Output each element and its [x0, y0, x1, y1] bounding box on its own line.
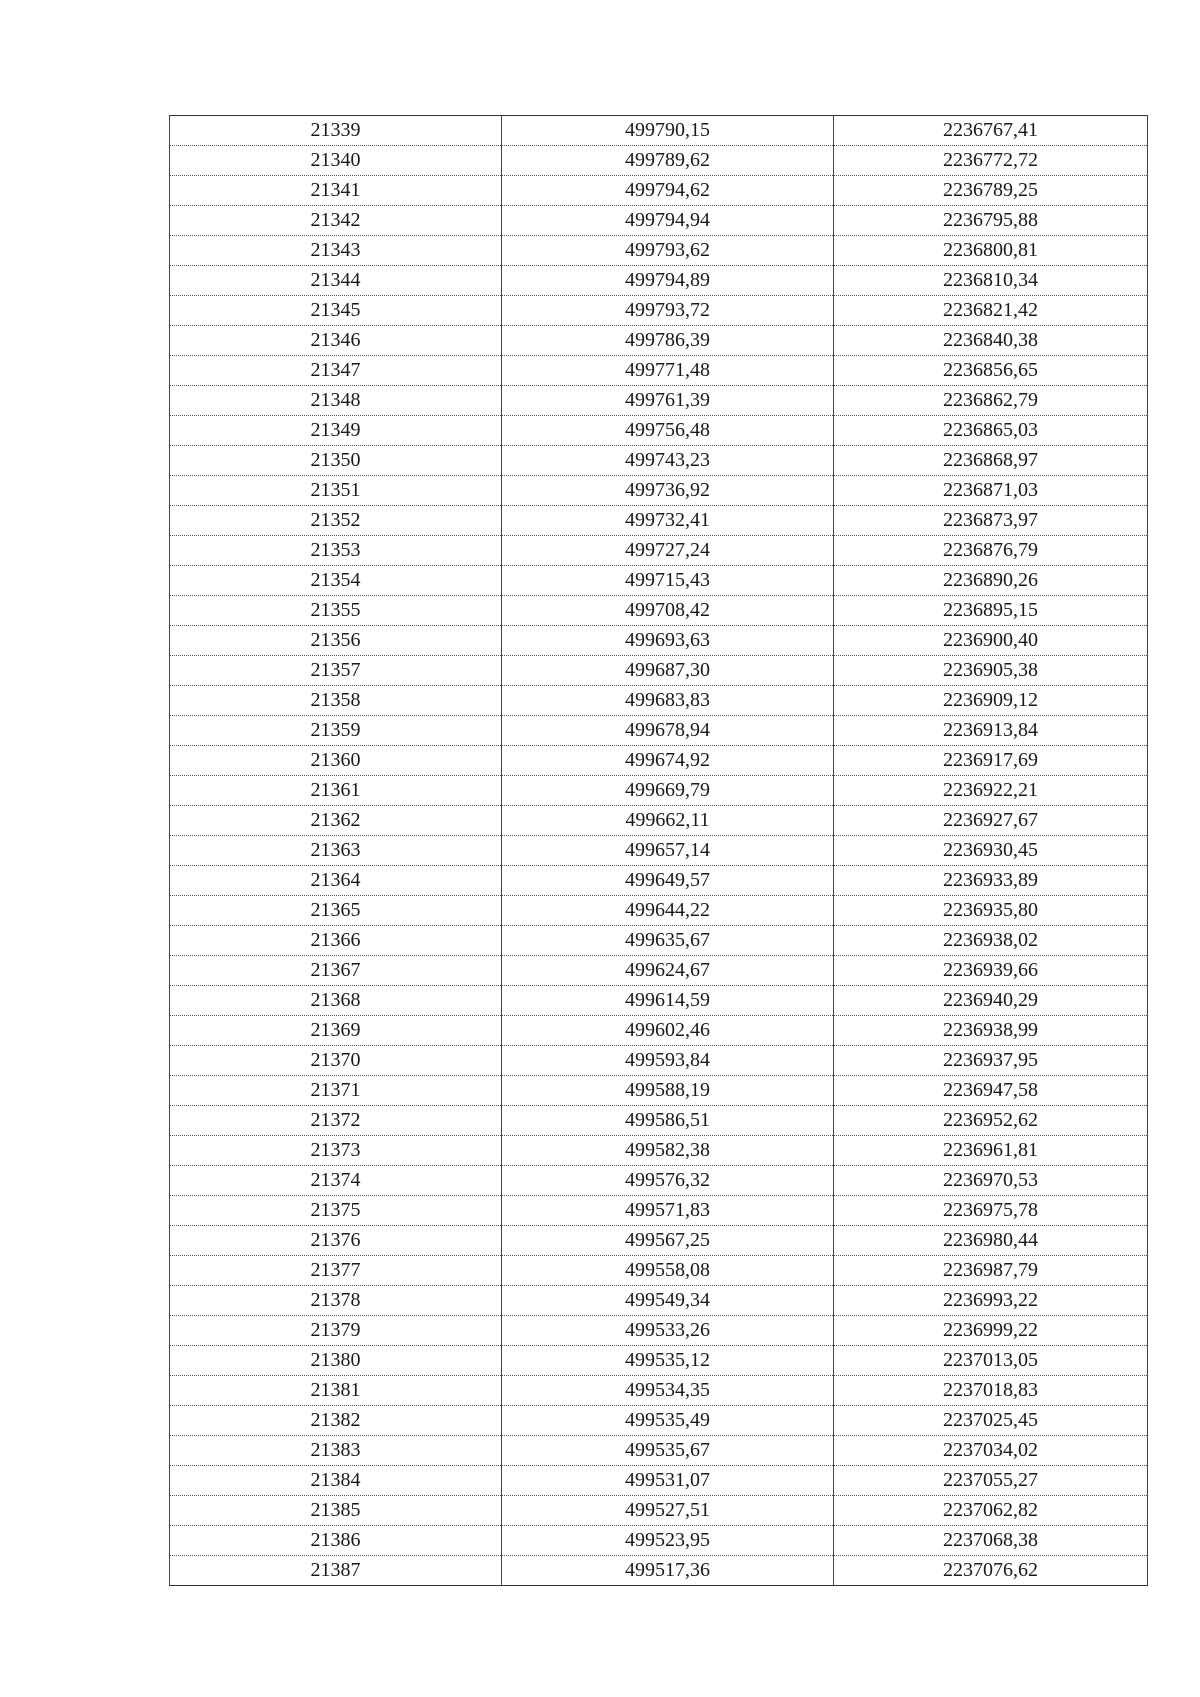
point-number-cell: 21362	[170, 806, 502, 836]
table-row	[170, 866, 1148, 896]
y-coordinate-cell: 2236922,21	[834, 776, 1148, 806]
x-coordinate-cell: 499662,11	[502, 806, 834, 836]
point-number-cell: 21369	[170, 1016, 502, 1046]
x-coordinate-cell: 499790,15	[502, 116, 834, 146]
table-row	[170, 986, 1148, 1016]
table-row	[170, 1496, 1148, 1526]
y-coordinate-cell: 2237018,83	[834, 1376, 1148, 1406]
table-row	[170, 896, 1148, 926]
point-number-cell: 21365	[170, 896, 502, 926]
x-coordinate-cell: 499567,25	[502, 1226, 834, 1256]
point-number-cell: 21361	[170, 776, 502, 806]
y-coordinate-cell: 2236937,95	[834, 1046, 1148, 1076]
table-row	[170, 686, 1148, 716]
x-coordinate-cell: 499732,41	[502, 506, 834, 536]
x-coordinate-cell: 499549,34	[502, 1286, 834, 1316]
x-coordinate-cell: 499794,94	[502, 206, 834, 236]
y-coordinate-cell: 2236865,03	[834, 416, 1148, 446]
y-coordinate-cell: 2236999,22	[834, 1316, 1148, 1346]
y-coordinate-cell: 2237076,62	[834, 1556, 1148, 1586]
table-row	[170, 626, 1148, 656]
table-row	[170, 1316, 1148, 1346]
table-row	[170, 1226, 1148, 1256]
point-number-cell: 21382	[170, 1406, 502, 1436]
table-row	[170, 746, 1148, 776]
point-number-cell: 21384	[170, 1466, 502, 1496]
x-coordinate-cell: 499693,63	[502, 626, 834, 656]
y-coordinate-cell: 2236905,38	[834, 656, 1148, 686]
x-coordinate-cell: 499614,59	[502, 986, 834, 1016]
table-row	[170, 836, 1148, 866]
y-coordinate-cell: 2236913,84	[834, 716, 1148, 746]
y-coordinate-cell: 2236856,65	[834, 356, 1148, 386]
y-coordinate-cell: 2236873,97	[834, 506, 1148, 536]
x-coordinate-cell: 499531,07	[502, 1466, 834, 1496]
x-coordinate-cell: 499571,83	[502, 1196, 834, 1226]
table-row	[170, 1136, 1148, 1166]
y-coordinate-cell: 2236772,72	[834, 146, 1148, 176]
x-coordinate-cell: 499586,51	[502, 1106, 834, 1136]
point-number-cell: 21383	[170, 1436, 502, 1466]
x-coordinate-cell: 499736,92	[502, 476, 834, 506]
point-number-cell: 21372	[170, 1106, 502, 1136]
x-coordinate-cell: 499727,24	[502, 536, 834, 566]
point-number-cell: 21350	[170, 446, 502, 476]
x-coordinate-cell: 499794,62	[502, 176, 834, 206]
table-row	[170, 206, 1148, 236]
table-row	[170, 656, 1148, 686]
point-number-cell: 21357	[170, 656, 502, 686]
point-number-cell: 21358	[170, 686, 502, 716]
table-row	[170, 1376, 1148, 1406]
y-coordinate-cell: 2236890,26	[834, 566, 1148, 596]
table-row	[170, 386, 1148, 416]
x-coordinate-cell: 499533,26	[502, 1316, 834, 1346]
x-coordinate-cell: 499657,14	[502, 836, 834, 866]
y-coordinate-cell: 2237062,82	[834, 1496, 1148, 1526]
x-coordinate-cell: 499602,46	[502, 1016, 834, 1046]
point-number-cell: 21366	[170, 926, 502, 956]
point-number-cell: 21375	[170, 1196, 502, 1226]
x-coordinate-cell: 499708,42	[502, 596, 834, 626]
point-number-cell: 21360	[170, 746, 502, 776]
y-coordinate-cell: 2236930,45	[834, 836, 1148, 866]
point-number-cell: 21348	[170, 386, 502, 416]
point-number-cell: 21345	[170, 296, 502, 326]
point-number-cell: 21374	[170, 1166, 502, 1196]
y-coordinate-cell: 2236909,12	[834, 686, 1148, 716]
y-coordinate-cell: 2236947,58	[834, 1076, 1148, 1106]
x-coordinate-cell: 499558,08	[502, 1256, 834, 1286]
point-number-cell: 21356	[170, 626, 502, 656]
point-number-cell: 21379	[170, 1316, 502, 1346]
y-coordinate-cell: 2236917,69	[834, 746, 1148, 776]
x-coordinate-cell: 499793,62	[502, 236, 834, 266]
y-coordinate-cell: 2236810,34	[834, 266, 1148, 296]
x-coordinate-cell: 499683,83	[502, 686, 834, 716]
point-number-cell: 21363	[170, 836, 502, 866]
x-coordinate-cell: 499535,12	[502, 1346, 834, 1376]
x-coordinate-cell: 499743,23	[502, 446, 834, 476]
x-coordinate-cell: 499644,22	[502, 896, 834, 926]
table-row	[170, 296, 1148, 326]
y-coordinate-cell: 2236868,97	[834, 446, 1148, 476]
point-number-cell: 21385	[170, 1496, 502, 1526]
table-row	[170, 1076, 1148, 1106]
y-coordinate-cell: 2236789,25	[834, 176, 1148, 206]
x-coordinate-cell: 499517,36	[502, 1556, 834, 1586]
table-row	[170, 1256, 1148, 1286]
point-number-cell: 21354	[170, 566, 502, 596]
point-number-cell: 21386	[170, 1526, 502, 1556]
y-coordinate-cell: 2236900,40	[834, 626, 1148, 656]
table-row	[170, 776, 1148, 806]
point-number-cell: 21353	[170, 536, 502, 566]
point-number-cell: 21364	[170, 866, 502, 896]
x-coordinate-cell: 499624,67	[502, 956, 834, 986]
table-row	[170, 566, 1148, 596]
x-coordinate-cell: 499635,67	[502, 926, 834, 956]
point-number-cell: 21347	[170, 356, 502, 386]
point-number-cell: 21340	[170, 146, 502, 176]
x-coordinate-cell: 499793,72	[502, 296, 834, 326]
x-coordinate-cell: 499756,48	[502, 416, 834, 446]
y-coordinate-cell: 2236935,80	[834, 896, 1148, 926]
y-coordinate-cell: 2236795,88	[834, 206, 1148, 236]
y-coordinate-cell: 2236987,79	[834, 1256, 1148, 1286]
table-row	[170, 1466, 1148, 1496]
y-coordinate-cell: 2236840,38	[834, 326, 1148, 356]
x-coordinate-cell: 499715,43	[502, 566, 834, 596]
point-number-cell: 21339	[170, 116, 502, 146]
table-row	[170, 716, 1148, 746]
y-coordinate-cell: 2237068,38	[834, 1526, 1148, 1556]
y-coordinate-cell: 2236993,22	[834, 1286, 1148, 1316]
y-coordinate-cell: 2236980,44	[834, 1226, 1148, 1256]
point-number-cell: 21342	[170, 206, 502, 236]
x-coordinate-cell: 499687,30	[502, 656, 834, 686]
point-number-cell: 21351	[170, 476, 502, 506]
x-coordinate-cell: 499771,48	[502, 356, 834, 386]
table-row	[170, 536, 1148, 566]
y-coordinate-cell: 2236927,67	[834, 806, 1148, 836]
table-row	[170, 926, 1148, 956]
x-coordinate-cell: 499535,49	[502, 1406, 834, 1436]
table-row	[170, 1286, 1148, 1316]
table-row	[170, 806, 1148, 836]
table-row	[170, 326, 1148, 356]
table-row	[170, 596, 1148, 626]
point-number-cell: 21367	[170, 956, 502, 986]
x-coordinate-cell: 499576,32	[502, 1166, 834, 1196]
point-number-cell: 21381	[170, 1376, 502, 1406]
x-coordinate-cell: 499535,67	[502, 1436, 834, 1466]
x-coordinate-cell: 499588,19	[502, 1076, 834, 1106]
point-number-cell: 21387	[170, 1556, 502, 1586]
point-number-cell: 21380	[170, 1346, 502, 1376]
table-row	[170, 266, 1148, 296]
table-row	[170, 236, 1148, 266]
y-coordinate-cell: 2236940,29	[834, 986, 1148, 1016]
x-coordinate-cell: 499649,57	[502, 866, 834, 896]
table-row	[170, 1106, 1148, 1136]
y-coordinate-cell: 2236800,81	[834, 236, 1148, 266]
point-number-cell: 21346	[170, 326, 502, 356]
point-number-cell: 21359	[170, 716, 502, 746]
point-number-cell: 21341	[170, 176, 502, 206]
table-row	[170, 446, 1148, 476]
x-coordinate-cell: 499534,35	[502, 1376, 834, 1406]
point-number-cell: 21368	[170, 986, 502, 1016]
y-coordinate-cell: 2236938,99	[834, 1016, 1148, 1046]
point-number-cell: 21376	[170, 1226, 502, 1256]
table-row	[170, 1346, 1148, 1376]
y-coordinate-cell: 2236938,02	[834, 926, 1148, 956]
x-coordinate-cell: 499674,92	[502, 746, 834, 776]
y-coordinate-cell: 2237034,02	[834, 1436, 1148, 1466]
table-row	[170, 506, 1148, 536]
x-coordinate-cell: 499669,79	[502, 776, 834, 806]
x-coordinate-cell: 499789,62	[502, 146, 834, 176]
y-coordinate-cell: 2237013,05	[834, 1346, 1148, 1376]
point-number-cell: 21377	[170, 1256, 502, 1286]
x-coordinate-cell: 499794,89	[502, 266, 834, 296]
y-coordinate-cell: 2236876,79	[834, 536, 1148, 566]
y-coordinate-cell: 2236975,78	[834, 1196, 1148, 1226]
table-row	[170, 116, 1148, 146]
y-coordinate-cell: 2236952,62	[834, 1106, 1148, 1136]
table-row	[170, 146, 1148, 176]
table-row	[170, 956, 1148, 986]
table-row	[170, 176, 1148, 206]
y-coordinate-cell: 2236939,66	[834, 956, 1148, 986]
y-coordinate-cell: 2236862,79	[834, 386, 1148, 416]
y-coordinate-cell: 2236767,41	[834, 116, 1148, 146]
table-row	[170, 1016, 1148, 1046]
x-coordinate-cell: 499593,84	[502, 1046, 834, 1076]
y-coordinate-cell: 2236970,53	[834, 1166, 1148, 1196]
table-row	[170, 1196, 1148, 1226]
y-coordinate-cell: 2236895,15	[834, 596, 1148, 626]
y-coordinate-cell: 2237055,27	[834, 1466, 1148, 1496]
point-number-cell: 21343	[170, 236, 502, 266]
y-coordinate-cell: 2236933,89	[834, 866, 1148, 896]
table-row	[170, 1556, 1148, 1586]
point-number-cell: 21373	[170, 1136, 502, 1166]
point-number-cell: 21370	[170, 1046, 502, 1076]
table-row	[170, 476, 1148, 506]
coordinates-table	[169, 115, 1148, 1586]
point-number-cell: 21352	[170, 506, 502, 536]
y-coordinate-cell: 2237025,45	[834, 1406, 1148, 1436]
x-coordinate-cell: 499582,38	[502, 1136, 834, 1166]
x-coordinate-cell: 499761,39	[502, 386, 834, 416]
y-coordinate-cell: 2236871,03	[834, 476, 1148, 506]
point-number-cell: 21344	[170, 266, 502, 296]
coordinates-table-body	[170, 116, 1148, 1586]
table-row	[170, 356, 1148, 386]
x-coordinate-cell: 499786,39	[502, 326, 834, 356]
point-number-cell: 21355	[170, 596, 502, 626]
table-row	[170, 1046, 1148, 1076]
table-row	[170, 1166, 1148, 1196]
y-coordinate-cell: 2236821,42	[834, 296, 1148, 326]
table-row	[170, 1526, 1148, 1556]
table-row	[170, 1406, 1148, 1436]
y-coordinate-cell: 2236961,81	[834, 1136, 1148, 1166]
x-coordinate-cell: 499678,94	[502, 716, 834, 746]
point-number-cell: 21378	[170, 1286, 502, 1316]
point-number-cell: 21371	[170, 1076, 502, 1106]
table-row	[170, 1436, 1148, 1466]
table-row	[170, 416, 1148, 446]
x-coordinate-cell: 499523,95	[502, 1526, 834, 1556]
x-coordinate-cell: 499527,51	[502, 1496, 834, 1526]
point-number-cell: 21349	[170, 416, 502, 446]
